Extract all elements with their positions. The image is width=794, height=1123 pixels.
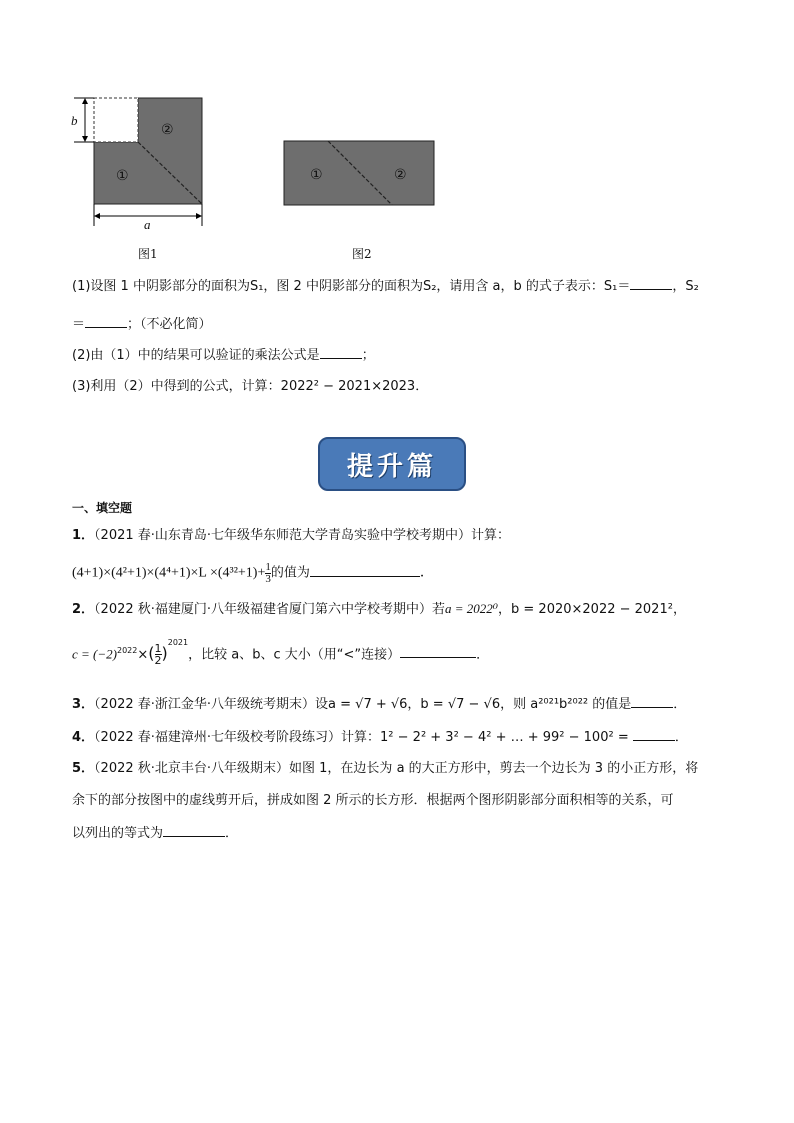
problem-4: 4．（2022 春·福建漳州·七年级校考阶段练习）计算：1² − 2² + 3² − 4² + … + 99² − 100² = ． bbox=[72, 730, 688, 745]
label-b: b bbox=[71, 113, 78, 128]
figure-1-caption: 图1 bbox=[138, 247, 158, 261]
question-2: (2)由（1）中的结果可以验证的乘法公式是 ； bbox=[72, 348, 375, 363]
problem-5-line-3: 以列出的等式为 ． bbox=[72, 826, 239, 841]
problem-2-line-1: 2．（2022 秋·福建厦门·八年级福建省厦门第六中学校考期中）若a = 2022⁰，b = 2020×2022 − 2021²， bbox=[72, 601, 686, 617]
problem-2-line-2: $c = (-2)^{2022}\times$( $\frac{1}{2}$ )$^{2021}$，比较 a、b、c 大小（用“<”连接） ． bbox=[72, 638, 490, 668]
question-1-line-1: (1)设图 1 中阴影部分的面积为S₁，图 2 中阴影部分的面积为S₂，请用含 a，b 的式子表示：S₁＝ ，S₂ bbox=[72, 279, 699, 294]
fig2-region-2-label: ② bbox=[394, 167, 407, 183]
problem-3: 3．（2022 春·浙江金华·八年级统考期末）设a = √7 + √6，b = √7 − √6，则 a²⁰²¹b²⁰²² 的值是 ． bbox=[72, 697, 687, 712]
question-1-line-2: ＝ ；（不必化简） bbox=[72, 317, 212, 332]
figure-1 bbox=[66, 92, 216, 242]
fig1-region-1-label: ① bbox=[116, 168, 129, 184]
section-banner bbox=[318, 437, 466, 491]
fig2-region-1-label: ① bbox=[310, 167, 323, 183]
question-3: (3)利用（2）中得到的公式，计算：2022² − 2021×2023． bbox=[72, 379, 429, 394]
problem-5-line-2: 余下的部分按图中的虚线剪开后，拼成如图 2 所示的长方形．根据两个图形阴影部分面积相等的关系，可 bbox=[72, 793, 674, 808]
problem-5-line-1: 5．（2022 秋·北京丰台·八年级期末）如图 1，在边长为 a 的大正方形中，剪去一个边长为 3 的小正方形，将 bbox=[72, 761, 699, 776]
figure-2-caption: 图2 bbox=[352, 247, 372, 261]
label-a: a bbox=[144, 217, 151, 232]
figure-2-rectangle bbox=[284, 141, 434, 205]
section-heading: 一、填空题 bbox=[72, 501, 133, 515]
banner-title: 提升篇 bbox=[346, 451, 437, 482]
figure-2 bbox=[282, 138, 438, 210]
figure-1-cutout-square bbox=[94, 98, 138, 142]
problem-1-source: 1．（2021 春·山东青岛·七年级华东师范大学青岛实验中学校考期中）计算： bbox=[72, 528, 511, 543]
fig1-region-2-label: ② bbox=[161, 122, 174, 138]
problem-1-expression: (4+1)×(4²+1)×(4⁴+1)×L ×(4³²+1)+ $\frac{1}{3}$ 的值为 ． bbox=[72, 561, 434, 585]
